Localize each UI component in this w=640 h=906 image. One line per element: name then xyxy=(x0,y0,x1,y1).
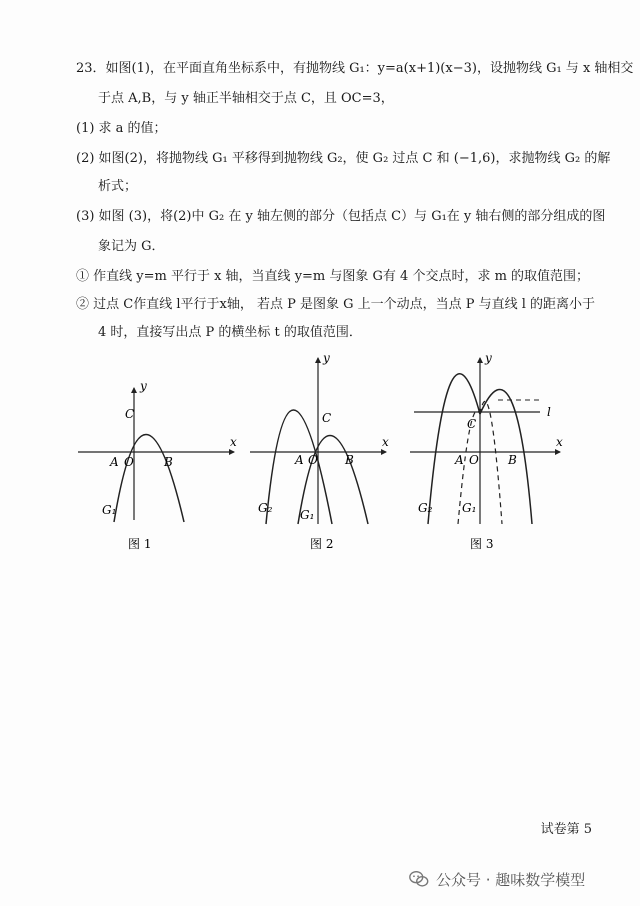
fig1-parabola-g1 xyxy=(114,435,184,523)
wechat-icon xyxy=(408,868,430,890)
fig2-g1-label: G₁ xyxy=(300,508,315,522)
question-3-cont: 象记为 G． xyxy=(98,239,165,254)
fig2-caption: 图 2 xyxy=(310,537,334,551)
problem-line-2: 于点 A,B，与 y 轴正半轴相交于点 C，且 OC=3， xyxy=(98,91,394,106)
fig2-point-o: O xyxy=(308,453,318,467)
fig1-point-b: B xyxy=(164,455,173,469)
sub-question-2-cont: 4 时，直接写出点 P 的横坐标 t 的取值范围． xyxy=(98,325,362,340)
fig1-caption: 图 1 xyxy=(128,537,152,551)
fig3-g1-label: G₁ xyxy=(462,501,477,515)
fig3-y-label: y xyxy=(485,352,492,365)
fig3-x-label: x xyxy=(556,435,563,449)
figures-svg xyxy=(70,352,570,562)
problem-line-1: 23．如图(1)，在平面直角坐标系中，有抛物线 G₁：y=a(x+1)(x−3)，设抛物线 G₁ 与 x 轴相交 xyxy=(76,61,634,76)
sub-question-1: ① 作直线 y=m 平行于 x 轴，当直线 y=m 与图象 G有 4 个交点时，求 m 的取值范围； xyxy=(76,269,590,284)
figure-2 xyxy=(250,352,389,551)
question-3: (3) 如图 (3)，将(2)中 G₂ 在 y 轴左侧的部分（包括点 C）与 G₁在 y 轴右侧的部分组成的图 xyxy=(76,209,606,224)
figure-3 xyxy=(410,352,563,551)
fig2-point-a: A xyxy=(295,453,304,467)
fig3-g2-label: G₂ xyxy=(418,501,433,515)
figure-1 xyxy=(78,379,237,551)
fig2-point-b: B xyxy=(345,453,354,467)
fig3-point-a: A xyxy=(455,453,464,467)
page-number: 试卷第 5 xyxy=(540,822,592,837)
fig3-g2-dashed xyxy=(480,401,502,524)
fig1-point-a: A xyxy=(110,455,119,469)
fig3-l-label: l xyxy=(547,405,551,419)
fig3-point-b: B xyxy=(508,453,517,467)
figures-row xyxy=(70,352,570,562)
fig3-point-o: O xyxy=(469,453,479,467)
fig2-point-c: C xyxy=(322,411,332,425)
fig2-g2-label: G₂ xyxy=(258,501,273,515)
sub-question-2: ② 过点 C作直线 l平行于x轴， 若点 P 是图象 G 上一个动点，当点 P 与直线 l 的距离小于 xyxy=(76,297,596,312)
question-2: (2) 如图(2)，将抛物线 G₁ 平移得到抛物线 G₂，使 G₂ 过点 C 和 (−1,6)，求抛物线 G₂ 的解 xyxy=(76,151,611,166)
fig2-x-label: x xyxy=(382,435,389,449)
fig1-point-c: C xyxy=(125,407,135,421)
fig1-y-label: y xyxy=(140,379,147,393)
fig3-caption: 图 3 xyxy=(470,537,494,551)
fig1-x-label: x xyxy=(230,435,237,449)
fig1-g1-label: G₁ xyxy=(102,503,117,517)
question-1: (1) 求 a 的值； xyxy=(76,121,167,136)
question-2-cont: 析式； xyxy=(98,179,138,194)
watermark xyxy=(408,868,585,890)
fig2-y-label: y xyxy=(323,352,330,365)
fig1-point-o: O xyxy=(124,455,134,469)
fig2-parabola-g2 xyxy=(266,410,332,524)
watermark-text: 公众号 · 趣味数学模型 xyxy=(436,870,586,889)
fig3-point-c: C xyxy=(467,417,477,431)
fig3-g1-solid xyxy=(480,389,532,524)
